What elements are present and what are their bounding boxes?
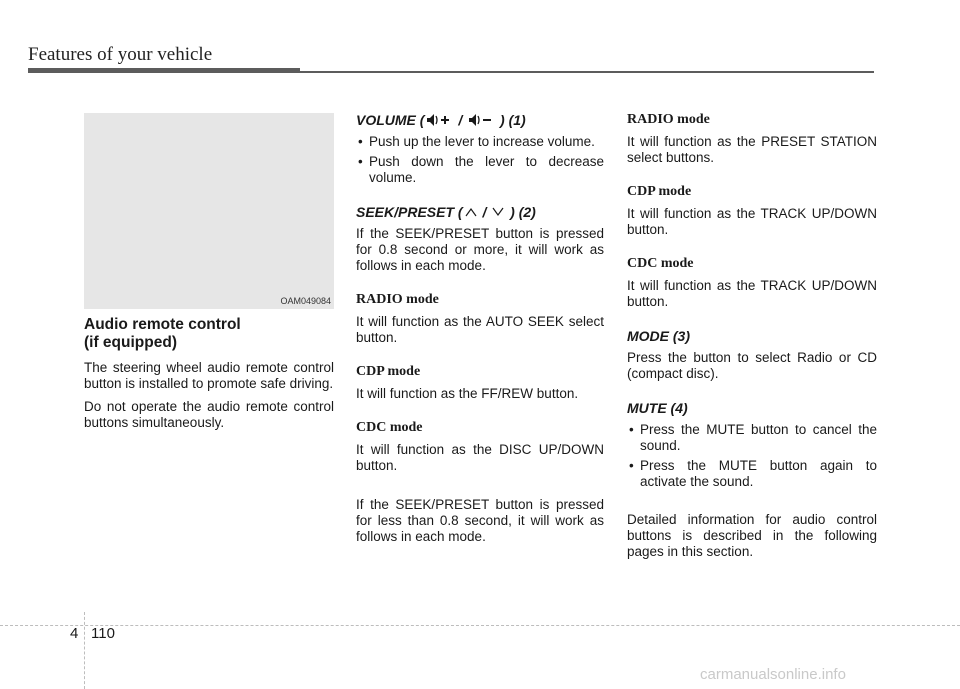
mute-bullet-cancel: • Press the MUTE button to cancel the sound.: [627, 422, 877, 454]
seek-cdp-title: CDP mode: [356, 364, 421, 379]
warning-paragraph: Do not operate the audio remote control buttons simultaneously.: [84, 399, 334, 430]
closing-paragraph: Detailed information for audio control buttons is described in the following pages in this section.: [627, 512, 877, 559]
right-cdp-text: It will function as the TRACK UP/DOWN button.: [627, 206, 877, 237]
mode-text: Press the button to select Radio or CD (compact disc).: [627, 350, 877, 381]
header-bar: [28, 68, 300, 73]
mute-bullets: [627, 422, 877, 490]
volume-bullet-up: • Push up the lever to increase volume.: [356, 134, 604, 150]
right-radio-title: RADIO mode: [627, 112, 710, 127]
seek-cdc-text: It will function as the DISC UP/DOWN button.: [356, 442, 604, 473]
section-title-line2: (if equipped): [84, 334, 177, 351]
footer-divider: [84, 612, 85, 689]
chevron-up-icon: [465, 207, 477, 217]
seek-outro: If the SEEK/PRESET button is pressed for less than 0.8 second, it will work as follows in each mode.: [356, 497, 604, 544]
steering-wheel-image: [84, 113, 334, 309]
right-cdc-title: CDC mode: [627, 256, 694, 271]
image-code: OAM049084: [280, 296, 331, 306]
chevron-down-icon: [492, 207, 504, 217]
left-column: [84, 316, 334, 438]
watermark: carmanualsonline.info: [700, 666, 846, 683]
volume-heading-prefix: VOLUME (: [356, 112, 425, 128]
mute-bullet-activate: • Press the MUTE button again to activate the sound.: [627, 458, 877, 490]
header-line: [300, 71, 874, 73]
right-radio-text: It will function as the PRESET STATION select buttons.: [627, 134, 877, 165]
middle-column: [356, 112, 604, 552]
right-cdp-title: CDP mode: [627, 184, 692, 199]
section-title-line1: Audio remote control: [84, 316, 241, 333]
seek-radio-text: It will function as the AUTO SEEK select button.: [356, 314, 604, 345]
page-number: 110: [91, 625, 115, 642]
chapter-number: 4: [70, 625, 79, 642]
volume-heading-sep: /: [454, 112, 467, 128]
section-title: [84, 316, 334, 352]
volume-bullets: [356, 134, 604, 186]
seek-cdc-title: CDC mode: [356, 420, 423, 435]
seek-heading: [356, 204, 604, 220]
seek-radio-title: RADIO mode: [356, 292, 439, 307]
seek-heading-suffix: ) (2): [506, 204, 536, 220]
volume-up-icon: [426, 113, 452, 127]
mode-heading: MODE (3): [627, 328, 690, 344]
seek-heading-sep: /: [478, 204, 491, 220]
volume-heading-suffix: ) (1): [496, 112, 526, 128]
mute-heading: MUTE (4): [627, 400, 688, 416]
seek-intro: If the SEEK/PRESET button is pressed for 0.8 second or more, it will work as follows in each mode.: [356, 226, 604, 273]
seek-heading-prefix: SEEK/PRESET (: [356, 204, 463, 220]
right-column: [627, 112, 877, 567]
volume-bullet-down: • Push down the lever to decrease volume.: [356, 154, 604, 186]
intro-paragraph: The steering wheel audio remote control button is installed to promote safe driving.: [84, 360, 334, 391]
right-cdc-text: It will function as the TRACK UP/DOWN button.: [627, 278, 877, 309]
volume-heading: [356, 112, 604, 128]
page-header-title: Features of your vehicle: [28, 44, 213, 65]
volume-down-icon: [468, 113, 494, 127]
footer-line: [0, 625, 960, 626]
seek-cdp-text: It will function as the FF/REW button.: [356, 386, 579, 401]
